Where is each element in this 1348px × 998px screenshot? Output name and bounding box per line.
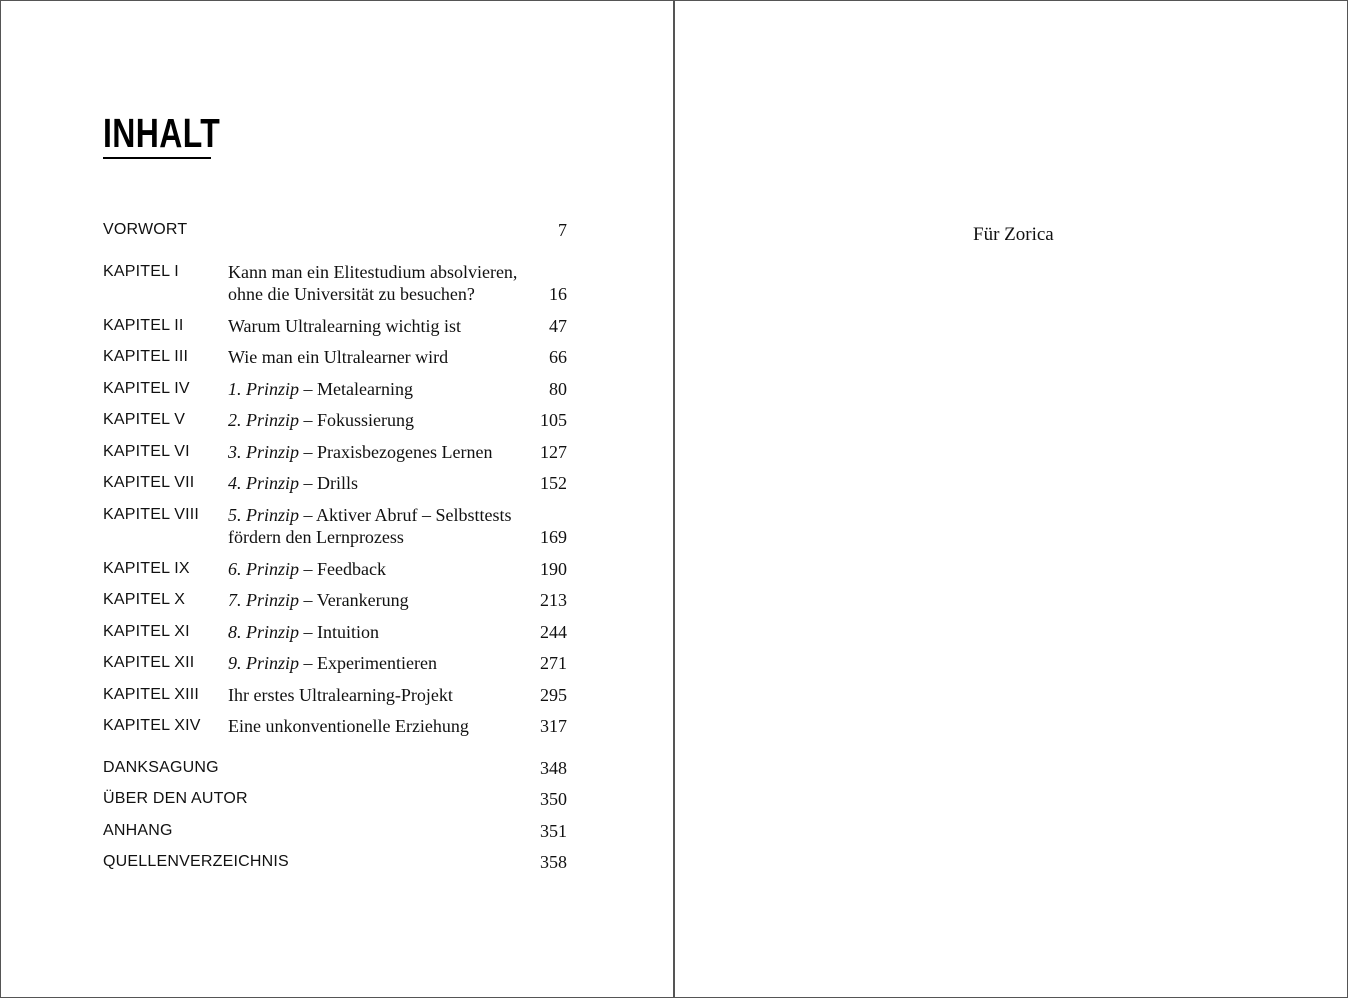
toc-entry-page: 152 — [540, 473, 567, 493]
toc-entry-title: Kann man ein Elitestudium absolvieren, ohne die Universität zu besuchen? — [228, 261, 518, 304]
toc-entry-page: 7 — [558, 220, 567, 240]
toc-entry-title — [228, 589, 535, 612]
toc-entry-title — [228, 472, 535, 495]
toc-entry-title — [228, 441, 535, 464]
toc-entry-title: Eine unkonventionelle Erziehung — [228, 716, 469, 736]
title-underline — [103, 157, 211, 159]
toc-entry-danksagung[interactable] — [103, 757, 567, 780]
principle-prefix: 6. Prinzip — [228, 558, 300, 579]
toc-entry-label: KAPITEL VII — [103, 474, 195, 491]
toc-entry-page: 213 — [540, 590, 567, 610]
principle-prefix: 5. Prinzip — [228, 504, 300, 525]
toc-entry-label: KAPITEL VIII — [103, 505, 200, 523]
toc-entry-label: QUELLENVERZEICHNIS — [103, 853, 289, 870]
toc-entry-kapitel-14[interactable] — [103, 715, 567, 738]
toc-entry-title — [228, 409, 535, 432]
toc-entry-title-rest: – Aktiver Abruf – Selbsttests fördern den Lernprozess — [228, 504, 512, 547]
principle-prefix: 4. Prinzip — [228, 473, 300, 493]
principle-prefix: 3. Prinzip — [228, 441, 300, 462]
principle-prefix: 2. Prinzip — [228, 410, 300, 430]
toc-entry-title — [228, 504, 535, 549]
toc-entry-kapitel-7[interactable] — [103, 472, 567, 495]
toc-entry-title-rest: – Drills — [303, 473, 359, 493]
toc-entry-page: 16 — [549, 284, 567, 304]
toc-entry-title-rest: – Fokussierung — [303, 410, 415, 430]
toc-entry-ueber-den-autor[interactable] — [103, 788, 567, 811]
toc-entry-title — [228, 652, 535, 675]
toc-entry-kapitel-9[interactable] — [103, 558, 567, 581]
toc-entry-kapitel-6[interactable] — [103, 441, 567, 464]
toc-entry-title — [228, 558, 535, 581]
table-of-contents — [103, 219, 567, 883]
toc-entry-label: KAPITEL XII — [103, 654, 195, 671]
toc-entry-kapitel-1[interactable] — [103, 261, 567, 306]
toc-entry-title-rest: – Feedback — [303, 558, 386, 579]
toc-entry-page: 350 — [540, 789, 567, 809]
toc-entry-label: KAPITEL II — [103, 316, 184, 334]
toc-entry-page: 105 — [540, 410, 567, 430]
toc-entry-kapitel-8[interactable] — [103, 504, 567, 549]
toc-entry-label: KAPITEL X — [103, 591, 186, 608]
toc-entry-page: 358 — [540, 852, 567, 872]
toc-entry-title — [228, 621, 535, 644]
toc-entry-label: ÜBER DEN AUTOR — [103, 790, 248, 807]
toc-entry-kapitel-11[interactable] — [103, 621, 567, 644]
principle-prefix: 1. Prinzip — [228, 378, 300, 399]
toc-entry-vorwort[interactable] — [103, 219, 567, 242]
left-page — [1, 1, 673, 997]
toc-entry-page: 317 — [540, 716, 567, 736]
toc-entry-page: 127 — [540, 441, 567, 462]
toc-entry-kapitel-5[interactable] — [103, 409, 567, 432]
toc-entry-label: KAPITEL III — [103, 348, 189, 365]
toc-entry-label: ANHANG — [103, 821, 173, 839]
toc-entry-kapitel-3[interactable] — [103, 346, 567, 369]
toc-entry-title: Wie man ein Ultralearner wird — [228, 347, 449, 367]
toc-entry-anhang[interactable] — [103, 820, 567, 843]
toc-entry-page: 244 — [540, 621, 567, 642]
toc-entry-page: 295 — [540, 684, 567, 705]
toc-entry-label: KAPITEL IX — [103, 559, 190, 577]
toc-entry-page: 80 — [549, 378, 567, 399]
toc-entry-label: KAPITEL XIII — [103, 685, 200, 703]
toc-entry-kapitel-12[interactable] — [103, 652, 567, 675]
toc-entry-title-rest: – Metalearning — [303, 378, 413, 399]
dedication: Für Zorica — [973, 224, 1054, 245]
toc-entry-label: KAPITEL VI — [103, 442, 190, 460]
toc-entry-page: 351 — [540, 820, 567, 841]
toc-entry-page: 66 — [549, 347, 567, 367]
toc-entry-title-rest: – Experimentieren — [303, 653, 437, 673]
toc-entry-label: VORWORT — [103, 221, 188, 238]
page-title: INHALT — [103, 110, 221, 156]
toc-entry-kapitel-13[interactable] — [103, 684, 567, 707]
right-page — [675, 1, 1347, 997]
principle-prefix: 8. Prinzip — [228, 621, 300, 642]
toc-entry-label: KAPITEL I — [103, 262, 179, 280]
toc-entry-title-rest: – Praxisbezogenes Lernen — [303, 441, 493, 462]
toc-entry-label: DANKSAGUNG — [103, 758, 219, 776]
toc-entry-title-rest: – Verankerung — [303, 590, 409, 610]
toc-entry-page: 169 — [540, 527, 567, 547]
toc-entry-page: 271 — [540, 653, 567, 673]
toc-entry-kapitel-4[interactable] — [103, 378, 567, 401]
toc-entry-title: Ihr erstes Ultralearning-Projekt — [228, 684, 453, 705]
toc-entry-label: KAPITEL XI — [103, 622, 190, 640]
toc-entry-kapitel-10[interactable] — [103, 589, 567, 612]
toc-entry-kapitel-2[interactable] — [103, 315, 567, 338]
toc-entry-quellenverzeichnis[interactable] — [103, 851, 567, 874]
toc-entry-title — [228, 378, 535, 401]
toc-entry-label: KAPITEL XIV — [103, 717, 201, 734]
toc-entry-label: KAPITEL V — [103, 411, 186, 428]
toc-entry-title: Warum Ultralearning wichtig ist — [228, 315, 461, 336]
toc-entry-label: KAPITEL IV — [103, 379, 190, 397]
toc-entry-page: 190 — [540, 558, 567, 579]
toc-entry-page: 348 — [540, 757, 567, 778]
principle-prefix: 9. Prinzip — [228, 653, 300, 673]
toc-entry-title-rest: – Intuition — [303, 621, 380, 642]
toc-entry-page: 47 — [549, 315, 567, 336]
principle-prefix: 7. Prinzip — [228, 590, 300, 610]
